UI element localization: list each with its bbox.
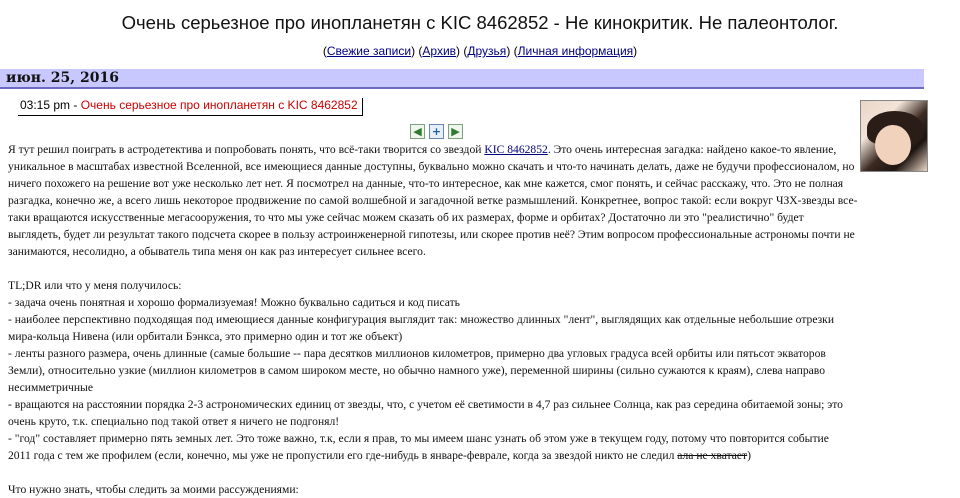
section-lead: Что нужно знать, чтобы следить за моими рассуждениями: xyxy=(8,483,299,496)
entry-date: июн. 25, 2016 xyxy=(6,70,119,86)
blog-title: Очень серьезное про инопланетян с KIC 8462852 - Не кинокритик. Не палеонтолог. xyxy=(121,12,839,33)
strikethrough-text: ала не хватает xyxy=(677,449,748,462)
avatar-face-shape xyxy=(875,125,911,165)
plus-icon[interactable]: + xyxy=(429,124,444,139)
list-item: - наиболее перспективно подходящая под имеющиеся данные конфигурация выглядит так: множество длинных "лент", выглядящих как отдельные небольшие отрезки мира-кольца Нивена (или орбитали Бэнкса, это примерно один и тот же объект) xyxy=(8,313,835,343)
intro-paragraph xyxy=(8,141,858,260)
entry-separator: - xyxy=(70,98,81,112)
list-item: - задача очень понятная и хорошо формализуемая! Можно буквально садиться и код писать xyxy=(8,296,460,309)
intro-text-after: . Это очень интересная загадка: найдено какое-то явление, уникальное в масштабах известной Вселенной, все имеющиеся данные доступны, буквально можно скачать и что-то начинать делать, даже не будучи профессионалом, но ничего похожего на решение вот уже несколько лет нет. Я посмотрел на данные, что-то интересное, как мне кажется, смог понять, и сейчас расскажу, что. Это не полная разгадка, конечно же, а всего лишь некоторое продвижение по самой волшебной и загадочной ветке размышлений. Конкретнее, вопрос такой: если вокруг ЧЗХ-звезды все-таки вращаются искусственные мегасооружения, то что мы уже сейчас можем сказать об их размерах, форме и орбитах? Достаточно ли это "реалистично" будет выглядеть, будет ли результат такого подсчета скорее в пользу астроинженерной гипотезы, или скорее против неё? Этим вопросом профессиональные астрономы почти не занимаются, несолидно, а обыватель типа меня он как раз интересует сильнее всего. xyxy=(8,143,858,258)
nav-friends-link[interactable]: Друзья xyxy=(467,44,507,58)
arrow-right-icon[interactable]: ▶ xyxy=(448,124,463,139)
entry-body xyxy=(8,141,858,498)
list-item-text: - "год" составляет примерно пять земных лет. Это тоже важно, т.к, если я прав, то мы имеем шанс узнать об этом уже в текущем году, потому что повторится событие 2011 года с тем же профилем (если, конечно, мы уже не пропустили его где-нибудь в январе-феврале, когда за звездой никто не следил xyxy=(8,432,829,462)
entry-subject: Очень серьезное про инопланетян с KIC 8462852 xyxy=(80,98,358,112)
entry-time: 03:15 pm xyxy=(20,98,71,112)
nav-profile-link[interactable]: Личная информация xyxy=(517,44,634,58)
list-item xyxy=(8,430,848,464)
arrow-left-icon[interactable]: ◀ xyxy=(410,124,425,139)
intro-text-before: Я тут решил поиграть в астродетектива и попробовать понять, что всё-таки творится со звездой xyxy=(8,143,485,156)
list-item: - вращаются на расстоянии порядка 2-3 астрономических единиц от звезды, что, с учетом её светимости в 4,7 раз сильнее Солнца, как раз середина обитаемой зоны; это очень круто, т.к. специально под такой ответ я ничего не подгонял! xyxy=(8,398,843,428)
date-header-bar xyxy=(0,69,924,89)
userpic-avatar[interactable] xyxy=(860,100,928,172)
entry-header xyxy=(18,98,363,116)
list-item: - ленты разного размера, очень длинные (самые большие -- пара десятков миллионов километров, примерно два угловых градуса всей орбиты или пятьсот экваторов Земли), относительно узкие (миллион километров в самом широком месте, но обычно намного уже), переменной ширины (сильно сужаются к краям), слева направо несимметричные xyxy=(8,347,826,394)
journal-nav: (Свежие записи) (Архив) (Друзья) (Личная информация) xyxy=(322,44,638,58)
nav-archive-link[interactable]: Архив xyxy=(422,44,457,58)
nav-recent-link[interactable]: Свежие записи xyxy=(326,44,412,58)
star-link[interactable]: KIC 8462852 xyxy=(484,143,548,156)
tldr-heading: TL;DR или что у меня получилось: xyxy=(8,279,182,292)
list-item-close: ) xyxy=(747,449,751,462)
